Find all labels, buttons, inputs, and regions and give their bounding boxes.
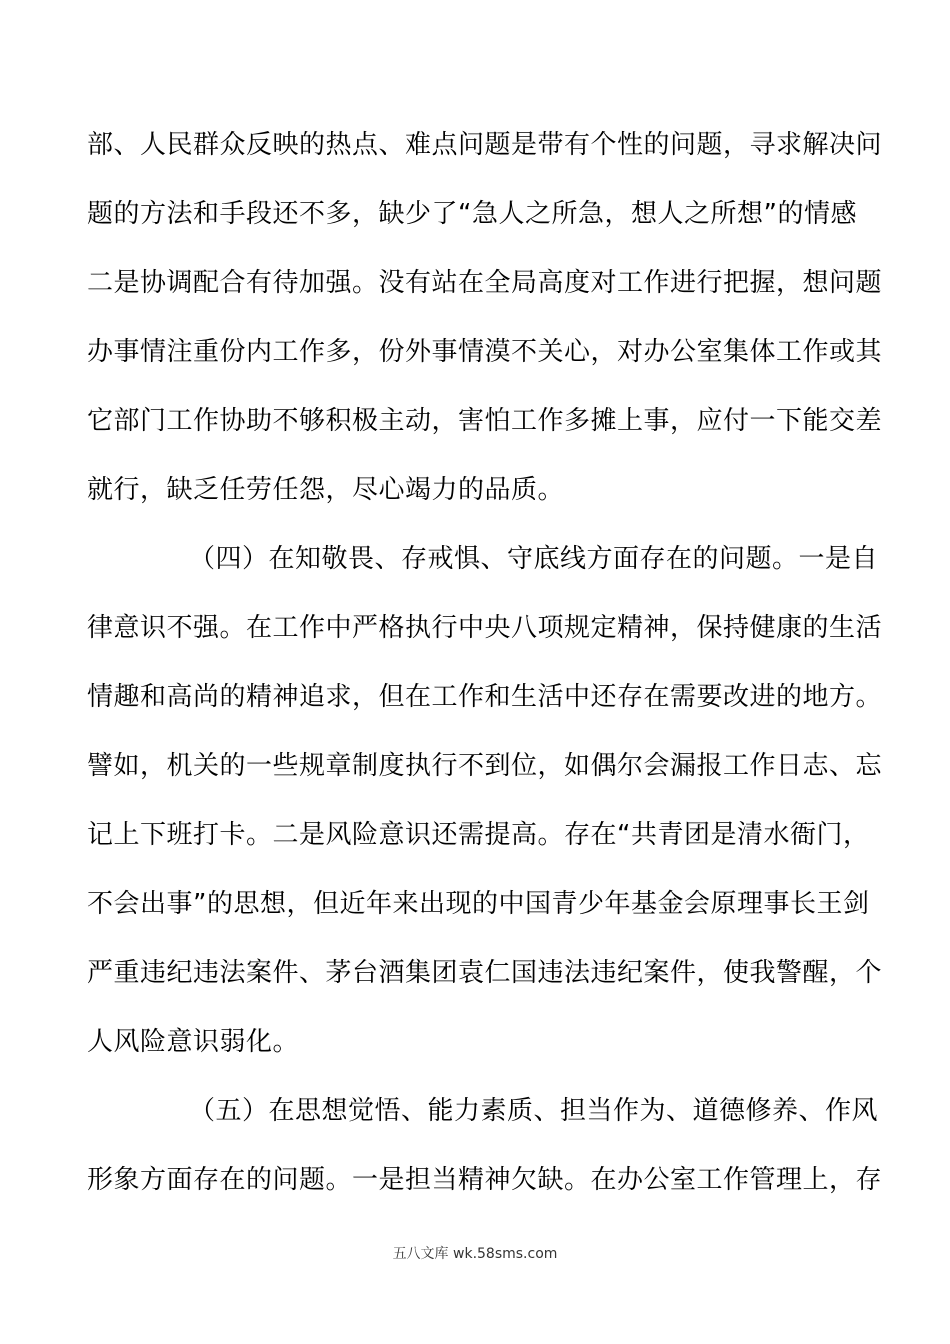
- section-heading-line: （五）在思想觉悟、能力素质、担当作为、道德修养、作风: [189, 1096, 879, 1126]
- text-line: 题的方法和手段还不多，缺少了“急人之所急，想人之所想”的情感: [87, 199, 857, 229]
- text-line: 它部门工作协助不够积极主动，害怕工作多摊上事，应付一下能交差: [87, 406, 883, 436]
- page-footer: 五八文库 wk.58sms.com: [392, 1246, 558, 1262]
- text-line: 严重违纪违法案件、茅台酒集团袁仁国违法违纪案件，使我警醒，个: [87, 958, 883, 988]
- text-line: 二是协调配合有待加强。没有站在全局高度对工作进行把握，想问题: [87, 268, 883, 298]
- text-line: 就行，缺乏任劳任怨，尽心竭力的品质。: [87, 475, 565, 505]
- text-line: 情趣和高尚的精神追求，但在工作和生活中还存在需要改进的地方。: [87, 682, 883, 712]
- text-line: 部、人民群众反映的热点、难点问题是带有个性的问题，寻求解决问: [87, 130, 883, 160]
- text-line: 不会出事”的思想，但近年来出现的中国青少年基金会原理事长王剑: [87, 889, 870, 919]
- text-line: 办事情注重份内工作多，份外事情漠不关心，对办公室集体工作或其: [87, 337, 883, 367]
- text-line: 律意识不强。在工作中严格执行中央八项规定精神，保持健康的生活: [87, 613, 883, 643]
- text-line: 形象方面存在的问题。一是担当精神欠缺。在办公室工作管理上，存: [87, 1165, 883, 1195]
- section-heading-line: （四）在知敬畏、存戒惧、守底线方面存在的问题。一是自: [189, 544, 879, 574]
- text-line: 譬如，机关的一些规章制度执行不到位，如偶尔会漏报工作日志、忘: [87, 751, 883, 781]
- text-line: 记上下班打卡。二是风险意识还需提高。存在“共青团是清水衙门，: [87, 820, 870, 850]
- text-line: 人风险意识弱化。: [87, 1027, 300, 1057]
